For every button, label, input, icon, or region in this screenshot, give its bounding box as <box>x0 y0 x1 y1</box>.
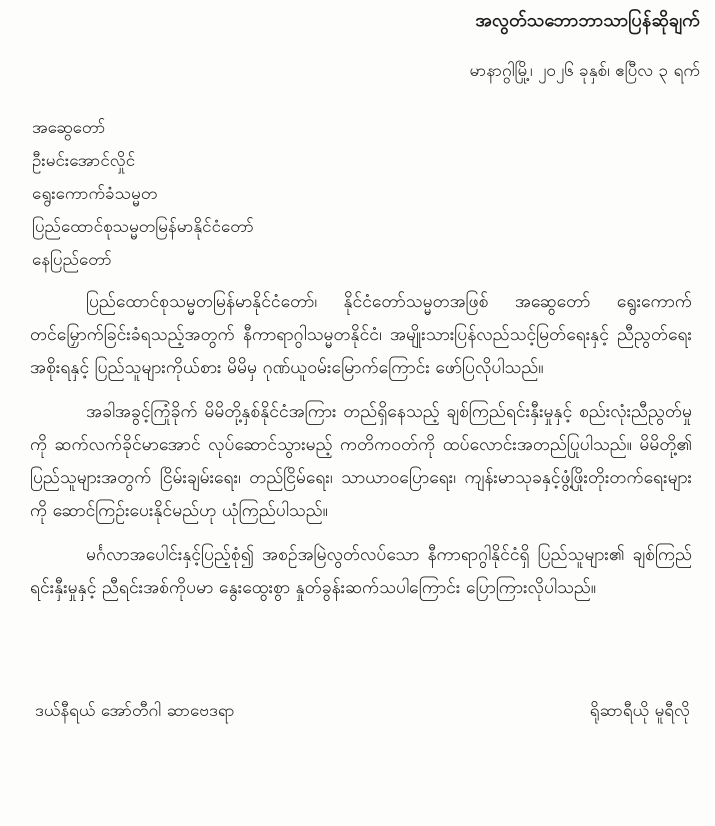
recipient-salutation: အဆွေတော် <box>32 118 106 138</box>
signature-right-name: ရိုဆာရီယို မူရီလို <box>589 701 690 721</box>
recipient-city: နေပြည်တော် <box>32 250 112 270</box>
recipient-country: ပြည်ထောင်စုသမ္မတမြန်မာနိုင်ငံတော် <box>32 217 254 237</box>
signature-left-name: ဒယ်နီရယ် အော်တီဂါ ဆာဗေဒရာ <box>35 701 235 721</box>
recipient-title: ရွေးကောက်ခံသမ္မတ <box>32 184 158 204</box>
paragraph-2: အခါအခွင့်ကြုံခိုက် မိမိတို့နှစ်နိုင်ငံအကြား တည်ရှိနေသည့် ချစ်ကြည်ရင်းနှီးမှုနှင့် စည်းလုံးညီညွတ်မှုကို ဆက်လက်ခိုင်မာအောင် လုပ်ဆောင်သွားမည့် ကတိကဝတ်ကို ထပ်လောင်းအတည်ပြုပါသည်။ မိမိတို့၏ ပြည်သူများအတွက် ငြိမ်းချမ်းရေး၊ တည်ငြိမ်ရေး၊ သာယာဝပြောရေး၊ ကျန်းမာသုခနှင့်ဖွံ့ဖြိုးတိုးတက်ရေးများကို ဆောင်ကြဉ်းပေးနိုင်မည်ဟု ယုံကြည်ပါသည်။ <box>30 402 692 521</box>
recipient-block <box>32 112 254 277</box>
signature-row <box>35 700 690 725</box>
paragraph-3: မင်္ဂလာအပေါင်းနှင့်ပြည့်စုံ၍ အစဉ်အမြဲလွတ်လပ်သော နီကာရာဂွါနိုင်ငံရှိ ပြည်သူများ၏ ချစ်ကြည်ရင်းနှီးမှုနှင့် ညီရင်းအစ်ကိုပမာ နွေးထွေးစွာ နှုတ်ခွန်းဆက်သပါကြောင်း ပြောကြားလိုပါသည်။ <box>30 545 692 598</box>
letter-body <box>30 286 692 616</box>
paragraph-1: ပြည်ထောင်စုသမ္မတမြန်မာနိုင်ငံတော်၊ နိုင်ငံတော်သမ္မတအဖြစ် အဆွေတော် ရွေးကောက်တင်မြှောက်ခြင်းခံရသည့်အတွက် နီကာရာဂွါသမ္မတနိုင်ငံ၊ အမျိုးသားပြန်လည်သင့်မြတ်ရေးနှင့် ညီညွတ်ရေးအစိုးရနှင့် ပြည်သူများကိုယ်စား မိမိမှ ဂုဏ်ယူဝမ်းမြောက်ကြောင်း ဖော်ပြလိုပါသည်။ <box>30 292 692 378</box>
document-title: အလွတ်သဘောဘာသာပြန်ဆိုချက် <box>475 10 700 31</box>
recipient-name: ဦးမင်းအောင်လှိုင် <box>32 151 136 171</box>
dateline: မာနာဂွါမြို့၊ ၂၀၂၆ ခုနှစ်၊ ဧပြီလ ၃ ရက် <box>469 61 700 81</box>
